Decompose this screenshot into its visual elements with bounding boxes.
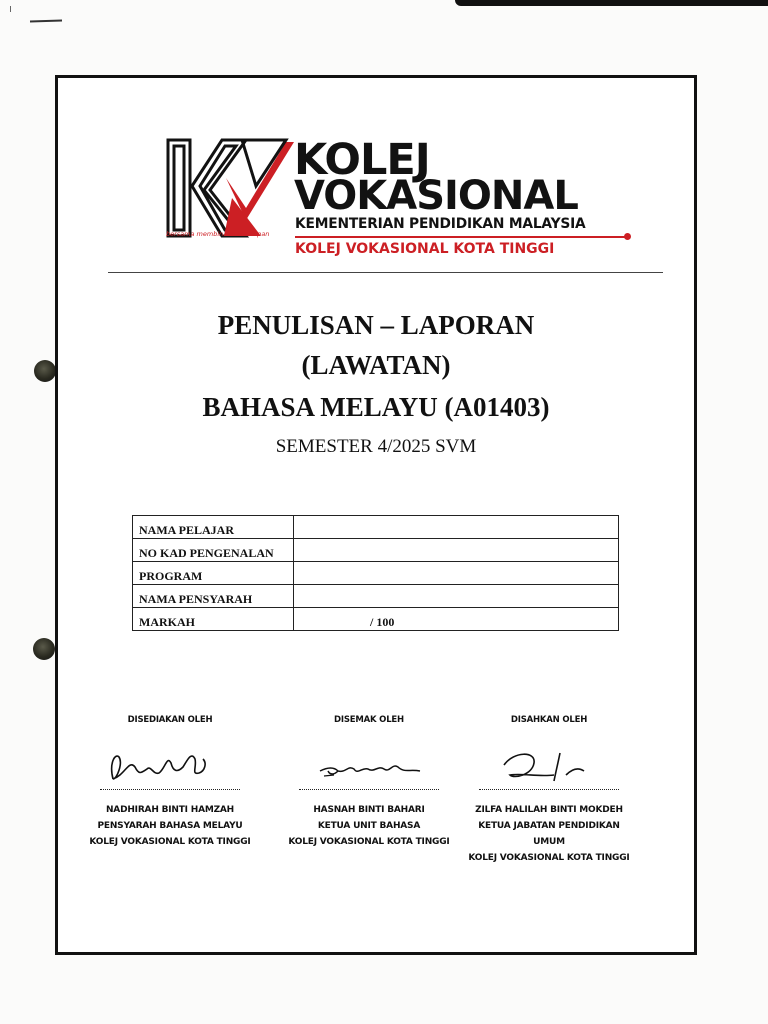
scan-top-edge-shadow <box>455 0 768 6</box>
label-nama-pelajar: NAMA PELAJAR <box>133 516 294 539</box>
logo-red-rule <box>295 236 627 238</box>
logo-tagline: bersama membina masa depan <box>166 230 270 238</box>
binder-hole-bottom <box>33 638 55 660</box>
label-no-kad-pengenalan: NO KAD PENGENALAN <box>133 539 294 562</box>
signature-line <box>100 789 240 790</box>
logo-text-kolej: KOLEJ <box>294 135 430 185</box>
signature-role: DISAHKAN OLEH <box>510 715 588 725</box>
field-markah[interactable]: / 100 <box>294 608 619 631</box>
signatory-name: ZILFA HALILAH BINTI MOKDEH <box>475 805 623 815</box>
handwritten-signature <box>474 745 624 789</box>
logo-red-dot <box>624 233 631 240</box>
signatory-title: KETUA UNIT BAHASA <box>317 821 421 831</box>
signature-block-approved <box>454 715 644 866</box>
signature-line <box>299 789 439 790</box>
logo-text-campus: KOLEJ VOKASIONAL KOTA TINGGI <box>295 241 555 257</box>
header-divider <box>108 272 663 273</box>
field-nama-pensyarah[interactable] <box>294 585 619 608</box>
doc-title-line3: BAHASA MELAYU (A01403) <box>202 392 550 422</box>
signatory-name: NADHIRAH BINTI HAMZAH <box>105 805 235 815</box>
doc-title-line1: PENULISAN – LAPORAN <box>217 310 535 340</box>
signatory-title: KETUA JABATAN PENDIDIKAN <box>478 821 620 831</box>
field-program[interactable] <box>294 562 619 585</box>
signature-line <box>479 789 619 790</box>
logo-text-ministry: KEMENTERIAN PENDIDIKAN MALAYSIA <box>295 216 586 232</box>
label-nama-pensyarah: NAMA PENSYARAH <box>133 585 294 608</box>
cover-page-frame <box>55 75 697 955</box>
binder-hole-top <box>34 360 56 382</box>
signatory-organization: KOLEJ VOKASIONAL KOTA TINGGI <box>89 837 251 847</box>
signatory-title: PENSYARAH BAHASA MELAYU <box>97 821 243 831</box>
field-no-kad-pengenalan[interactable] <box>294 539 619 562</box>
signature-block-checked <box>274 715 464 850</box>
label-markah: MARKAH <box>133 608 294 631</box>
table-row <box>133 539 619 562</box>
field-nama-pelajar[interactable] <box>294 516 619 539</box>
label-program: PROGRAM <box>133 562 294 585</box>
table-row <box>133 608 619 631</box>
doc-title-line2: (LAWATAN) <box>301 350 451 380</box>
signatory-organization: KOLEJ VOKASIONAL KOTA TINGGI <box>468 853 630 863</box>
table-row <box>133 562 619 585</box>
logo-text-vokasional: VOKASIONAL <box>294 173 578 219</box>
scan-corner-mark <box>30 19 62 22</box>
student-info-table <box>132 515 619 631</box>
signature-block-prepared <box>75 715 265 850</box>
signatory-organization: KOLEJ VOKASIONAL KOTA TINGGI <box>288 837 450 847</box>
scan-corner-tick <box>10 6 11 12</box>
handwritten-signature <box>294 745 444 789</box>
handwritten-signature <box>95 745 245 789</box>
signatory-name: HASNAH BINTI BAHARI <box>313 805 425 815</box>
doc-semester: SEMESTER 4/2025 SVM <box>275 436 477 457</box>
table-row <box>133 585 619 608</box>
college-logo <box>166 135 636 268</box>
signature-role: DISEDIAKAN OLEH <box>127 715 213 725</box>
table-row <box>133 516 619 539</box>
kv-emblem-icon <box>166 138 296 238</box>
signatory-title-cont: UMUM <box>533 837 565 847</box>
signature-role: DISEMAK OLEH <box>334 715 404 725</box>
